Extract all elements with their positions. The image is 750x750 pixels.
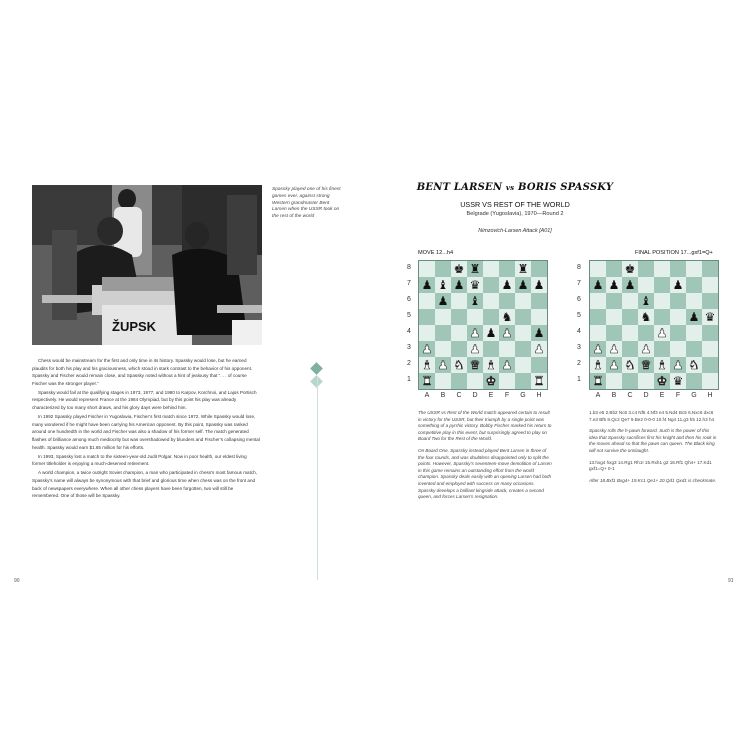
black-bishop-icon: ♝	[437, 278, 449, 292]
black-queen-icon: ♛	[469, 278, 481, 292]
black-pawn-icon: ♟	[533, 278, 545, 292]
board-square	[435, 357, 451, 373]
board-square	[686, 357, 702, 373]
board-square	[606, 325, 622, 341]
board-square	[467, 341, 483, 357]
board-square	[702, 261, 718, 277]
board-square	[686, 341, 702, 357]
board-square	[451, 357, 467, 373]
board-square	[638, 373, 654, 389]
file-label: E	[488, 392, 494, 399]
white-player: BENT LARSEN	[416, 182, 503, 193]
board-square	[702, 325, 718, 341]
board-square	[622, 293, 638, 309]
rank-label: 7	[407, 280, 411, 287]
board-square	[515, 261, 531, 277]
board-square	[702, 357, 718, 373]
black-queen-icon: ♛	[672, 374, 684, 388]
paragraph: A world champion, a twice outright Soviet champion, a man who participated in chess’s most famous match, Spassky’s name will always be synonymous with that brief and glorious time when chess was on the front and back of newspapers everywhere. When all other chess players have been forgotten, two will still be remembered. One of those will be Spassky.	[32, 470, 257, 499]
black-knight-icon: ♞	[640, 310, 652, 324]
left-body-text	[32, 357, 260, 501]
board-square	[606, 309, 622, 325]
board-square	[622, 309, 638, 325]
board-square	[419, 341, 435, 357]
board-square	[670, 293, 686, 309]
board-square	[606, 373, 622, 389]
white-queen-icon: ♛	[469, 358, 481, 372]
white-knight-icon: ♞	[688, 358, 700, 372]
white-pawn-icon: ♟	[533, 342, 545, 356]
board-square	[702, 341, 718, 357]
rank-label: 6	[407, 296, 411, 303]
board-square	[419, 277, 435, 293]
chess-players-photo	[32, 185, 262, 345]
board-square	[515, 293, 531, 309]
file-label: F	[504, 392, 510, 399]
board-square	[590, 309, 606, 325]
rank-label: 1	[407, 376, 411, 383]
board-square	[467, 293, 483, 309]
board-square	[515, 277, 531, 293]
white-bishop-icon: ♝	[421, 358, 433, 372]
board-square	[670, 357, 686, 373]
board-square	[467, 309, 483, 325]
board-square	[435, 373, 451, 389]
board-square	[638, 325, 654, 341]
move-list: 1.b3 e5 2.Bb2 Nc6 3.c4 Nf6 4.Nf3 e4 5.Nd4 Bc5 6.Nxc6 dxc6 7.e3 Bf5 8.Qc2 Qe7 9.Be2 0-0-0 10.f4 Ng4 11.g3 h5 12.h3 h4	[589, 410, 715, 422]
board-square	[531, 277, 547, 293]
board-square	[702, 277, 718, 293]
opening-name: Nimzovich-Larsen Attack [A01]	[478, 228, 552, 234]
board-square	[435, 341, 451, 357]
board-square	[606, 277, 622, 293]
file-label: H	[707, 392, 713, 399]
board-square	[622, 325, 638, 341]
file-label: H	[536, 392, 542, 399]
file-label: D	[643, 392, 649, 399]
board-square	[654, 293, 670, 309]
board-square	[451, 373, 467, 389]
board-square	[654, 373, 670, 389]
board-square	[590, 293, 606, 309]
board-square	[419, 325, 435, 341]
narrative-paragraph: The USSR vs Rest of the World match appeared certain to result in victory for the USSR, but their triumph by a single point was something of a pyrrhic victory. Bobby Fischer marked his return to competitive play in this event, but surprisingly agreed to play on Board Two for the Rest of the World.	[418, 410, 552, 442]
game-title	[405, 182, 625, 193]
white-queen-icon: ♛	[640, 358, 652, 372]
board-square	[606, 341, 622, 357]
board-square	[467, 325, 483, 341]
board-square	[638, 277, 654, 293]
board-square	[531, 293, 547, 309]
rank-label: 8	[407, 264, 411, 271]
board-square	[531, 325, 547, 341]
board-square	[590, 261, 606, 277]
paragraph: Spassky would fail at the qualifying stages in 1973, 1977, and 1980 to Karpov, Korchnoi, and Lajos Portisch respectively. He would represent France at the 1984 Olympiad, but by this point his play was already characterized by too many short draws, and his glory days were behind him.	[32, 389, 257, 411]
board-square	[531, 357, 547, 373]
rank-label: 4	[577, 328, 581, 335]
board-square	[499, 325, 515, 341]
gutter-rule	[317, 376, 318, 580]
board-square	[435, 309, 451, 325]
white-pawn-icon: ♟	[469, 326, 481, 340]
board-square	[686, 293, 702, 309]
board-square	[483, 293, 499, 309]
board-square	[467, 261, 483, 277]
file-label: C	[456, 392, 462, 399]
file-label: D	[472, 392, 478, 399]
board-square	[419, 261, 435, 277]
black-bishop-icon: ♝	[640, 294, 652, 308]
white-bishop-icon: ♝	[656, 358, 668, 372]
board-square	[483, 261, 499, 277]
board-square	[654, 261, 670, 277]
board-square	[467, 277, 483, 293]
rank-label: 5	[577, 312, 581, 319]
file-label: C	[627, 392, 633, 399]
black-pawn-icon: ♟	[672, 278, 684, 292]
white-knight-icon: ♞	[453, 358, 465, 372]
board-square	[483, 309, 499, 325]
photo-caption: Spassky played one of his finest games ever, against strong Western grandmaster Bent Larsen when the USSR took on the rest of the world	[272, 187, 341, 220]
board-square	[515, 341, 531, 357]
white-bishop-icon: ♝	[485, 358, 497, 372]
black-rook-icon: ♜	[517, 262, 529, 276]
paragraph: In 1992 Spassky played Fischer in Yugoslavia, Fischer’s first match since 1972. While Spassky would lose, many wondered if he might have been carrying his American opponent. By this point, Spassky was ranked around one hundredth in the world and Fischer was also a shadow of his former self. The match generated flashes of brilliance among much mediocrity but was overshadowed by blunders and Fischer’s collapsing mental health. Spassky would earn $1.65 million for his efforts.	[32, 414, 260, 450]
board-square	[670, 373, 686, 389]
board-square	[686, 325, 702, 341]
white-bishop-icon: ♝	[592, 358, 604, 372]
event-location: Belgrade (Yugoslavia), 1970—Round 2	[466, 211, 564, 217]
black-rook-icon: ♜	[469, 262, 481, 276]
white-rook-icon: ♜	[533, 374, 545, 388]
board-square	[451, 325, 467, 341]
board-square	[499, 277, 515, 293]
file-label: F	[675, 392, 681, 399]
board-square	[686, 373, 702, 389]
board-square	[638, 261, 654, 277]
board-square	[531, 341, 547, 357]
board1-files	[419, 392, 547, 399]
board-square	[702, 293, 718, 309]
rank-label: 2	[577, 360, 581, 367]
board-square	[638, 341, 654, 357]
board-square	[419, 373, 435, 389]
board-square	[638, 293, 654, 309]
board-square	[499, 341, 515, 357]
board-square	[515, 373, 531, 389]
board1-label: MOVE 12...h4	[418, 250, 454, 256]
board-square	[467, 373, 483, 389]
board-square	[451, 293, 467, 309]
white-king-icon: ♚	[656, 374, 668, 388]
board-square	[702, 373, 718, 389]
board-square	[435, 325, 451, 341]
board-square	[670, 277, 686, 293]
board-square	[622, 261, 638, 277]
board-square	[531, 309, 547, 325]
board-square	[590, 373, 606, 389]
board-square	[435, 293, 451, 309]
move-list: 13.hxg4 hxg3 14.Rg1 Rh1! 15.Rxh1 g2 16.Rf1 Qh4+ 17.Kd1 gxf1=Q+ 0-1	[589, 459, 712, 472]
white-pawn-icon: ♟	[592, 342, 604, 356]
board-square	[622, 341, 638, 357]
black-pawn-icon: ♟	[592, 278, 604, 292]
black-king-icon: ♚	[453, 262, 465, 276]
black-pawn-icon: ♟	[608, 278, 620, 292]
black-pawn-icon: ♟	[517, 278, 529, 292]
rank-label: 6	[577, 296, 581, 303]
rank-label: 7	[577, 280, 581, 287]
board-square	[606, 293, 622, 309]
white-pawn-icon: ♟	[501, 326, 513, 340]
board-square	[638, 357, 654, 373]
move-commentary: Spassky rolls the h-pawn forward. Such is the power of this idea that Spassky sacrifices first his knight and then his rook in the moves ahead so that the pawn can queen. The Black king will not survive the onslaught.	[589, 428, 717, 453]
board-square	[654, 341, 670, 357]
board-square	[483, 325, 499, 341]
board-square	[654, 309, 670, 325]
board-square	[654, 325, 670, 341]
board-square	[670, 309, 686, 325]
event-title: USSR VS REST OF THE WORLD	[460, 200, 570, 209]
black-queen-icon: ♛	[704, 310, 716, 324]
board-square	[499, 357, 515, 373]
vs-label: vs	[505, 183, 515, 192]
white-pawn-icon: ♟	[672, 358, 684, 372]
file-label: G	[691, 392, 697, 399]
white-king-icon: ♚	[485, 374, 497, 388]
board-square	[686, 277, 702, 293]
match-photo	[32, 185, 262, 345]
board-square	[467, 357, 483, 373]
board-square	[499, 373, 515, 389]
black-pawn-icon: ♟	[501, 278, 513, 292]
file-label: A	[424, 392, 430, 399]
page-number-right: 91	[728, 578, 734, 584]
board-square	[654, 357, 670, 373]
board-square	[590, 325, 606, 341]
board2-ranks	[575, 260, 583, 388]
board-square	[483, 277, 499, 293]
board-square	[686, 309, 702, 325]
black-bishop-icon: ♝	[469, 294, 481, 308]
narrative-paragraph: On Board One, Spassky instead played Bent Larsen in three of the four rounds, and was doubtless disappointed only to split the points. However, Spassky’s seventeen-move demolition of Larsen in this game remains an outstanding effort from the world champion. Spassky deals easily with an opening Larsen had both invented and employed with success on many occasions. Spassky develops a brilliant kingside attack, creates a second queen, and forces Larsen’s resignation.	[418, 447, 552, 500]
board-square	[670, 341, 686, 357]
board-square	[483, 341, 499, 357]
board-square	[531, 261, 547, 277]
white-knight-icon: ♞	[624, 358, 636, 372]
white-pawn-icon: ♟	[469, 342, 481, 356]
board2-label: FINAL POSITION 17...gxf1=Q+	[635, 250, 713, 256]
rank-label: 1	[577, 376, 581, 383]
board-square	[515, 325, 531, 341]
file-label: G	[520, 392, 526, 399]
board-square	[499, 293, 515, 309]
rank-label: 5	[407, 312, 411, 319]
black-player: BORIS SPASSKY	[518, 182, 614, 193]
black-pawn-icon: ♟	[421, 278, 433, 292]
black-pawn-icon: ♟	[453, 278, 465, 292]
board-square	[435, 277, 451, 293]
board-square	[622, 277, 638, 293]
rank-label: 8	[577, 264, 581, 271]
rank-label: 3	[577, 344, 581, 351]
board-square	[499, 261, 515, 277]
board-square	[419, 309, 435, 325]
board-square	[483, 357, 499, 373]
board-square	[590, 357, 606, 373]
board-square	[590, 341, 606, 357]
white-rook-icon: ♜	[592, 374, 604, 388]
file-label: B	[440, 392, 446, 399]
chessboard-final-position	[589, 260, 719, 390]
paragraph: Chess would be mainstream for the first and only time in its history. Spassky would lose, but he earned plaudits for both his play and his graciousness, which stood in stark contrast to the behavior of his opponent. Spassky and Fischer would remain close, and Spassky noted without a hint of jealousy that “. . . of course Fischer was the stronger player.”	[32, 358, 253, 386]
file-label: B	[611, 392, 617, 399]
board-square	[483, 373, 499, 389]
white-pawn-icon: ♟	[640, 342, 652, 356]
moves-column	[589, 410, 717, 489]
white-pawn-icon: ♟	[608, 358, 620, 372]
black-pawn-icon: ♟	[437, 294, 449, 308]
black-knight-icon: ♞	[501, 310, 513, 324]
move-commentary: After 18.Bxf1 Bxg4+ 19.Kc1 Qe1+ 20.Qd1 Qxd1 is checkmate.	[589, 477, 717, 483]
board-square	[606, 261, 622, 277]
black-king-icon: ♚	[624, 262, 636, 276]
white-pawn-icon: ♟	[656, 326, 668, 340]
black-pawn-icon: ♟	[688, 310, 700, 324]
file-label: E	[659, 392, 665, 399]
rank-label: 3	[407, 344, 411, 351]
black-pawn-icon: ♟	[533, 326, 545, 340]
white-pawn-icon: ♟	[437, 358, 449, 372]
board-square	[419, 293, 435, 309]
narrative-column	[418, 410, 552, 506]
board-square	[451, 309, 467, 325]
chessboard-move-12	[418, 260, 548, 390]
board2-files	[590, 392, 718, 399]
white-pawn-icon: ♟	[608, 342, 620, 356]
board-square	[670, 325, 686, 341]
black-pawn-icon: ♟	[624, 278, 636, 292]
photo-sign-text: ŽUPSK	[112, 319, 157, 334]
board-square	[590, 277, 606, 293]
white-pawn-icon: ♟	[421, 342, 433, 356]
file-label: A	[595, 392, 601, 399]
board-square	[606, 357, 622, 373]
board-square	[419, 357, 435, 373]
board-square	[515, 309, 531, 325]
rank-label: 2	[407, 360, 411, 367]
board-square	[531, 373, 547, 389]
black-pawn-icon: ♟	[485, 326, 497, 340]
board-square	[451, 261, 467, 277]
board-square	[499, 309, 515, 325]
board-square	[515, 357, 531, 373]
board-square	[622, 373, 638, 389]
board-square	[686, 261, 702, 277]
board1-ranks	[405, 260, 413, 388]
board-square	[638, 309, 654, 325]
board-square	[451, 341, 467, 357]
board-square	[702, 309, 718, 325]
board-square	[654, 277, 670, 293]
paragraph: In 1993, Spassky lost a match to the sixteen-year-old Judit Polgar. Now in poor health, our eldest living former titleholder is enjoying a much-deserved retirement.	[32, 453, 247, 467]
rank-label: 4	[407, 328, 411, 335]
page-number-left: 90	[14, 578, 20, 584]
board-square	[435, 261, 451, 277]
board-square	[670, 261, 686, 277]
board-square	[622, 357, 638, 373]
white-rook-icon: ♜	[421, 374, 433, 388]
white-pawn-icon: ♟	[501, 358, 513, 372]
board-square	[451, 277, 467, 293]
diamond-ornament-dark	[310, 362, 323, 375]
